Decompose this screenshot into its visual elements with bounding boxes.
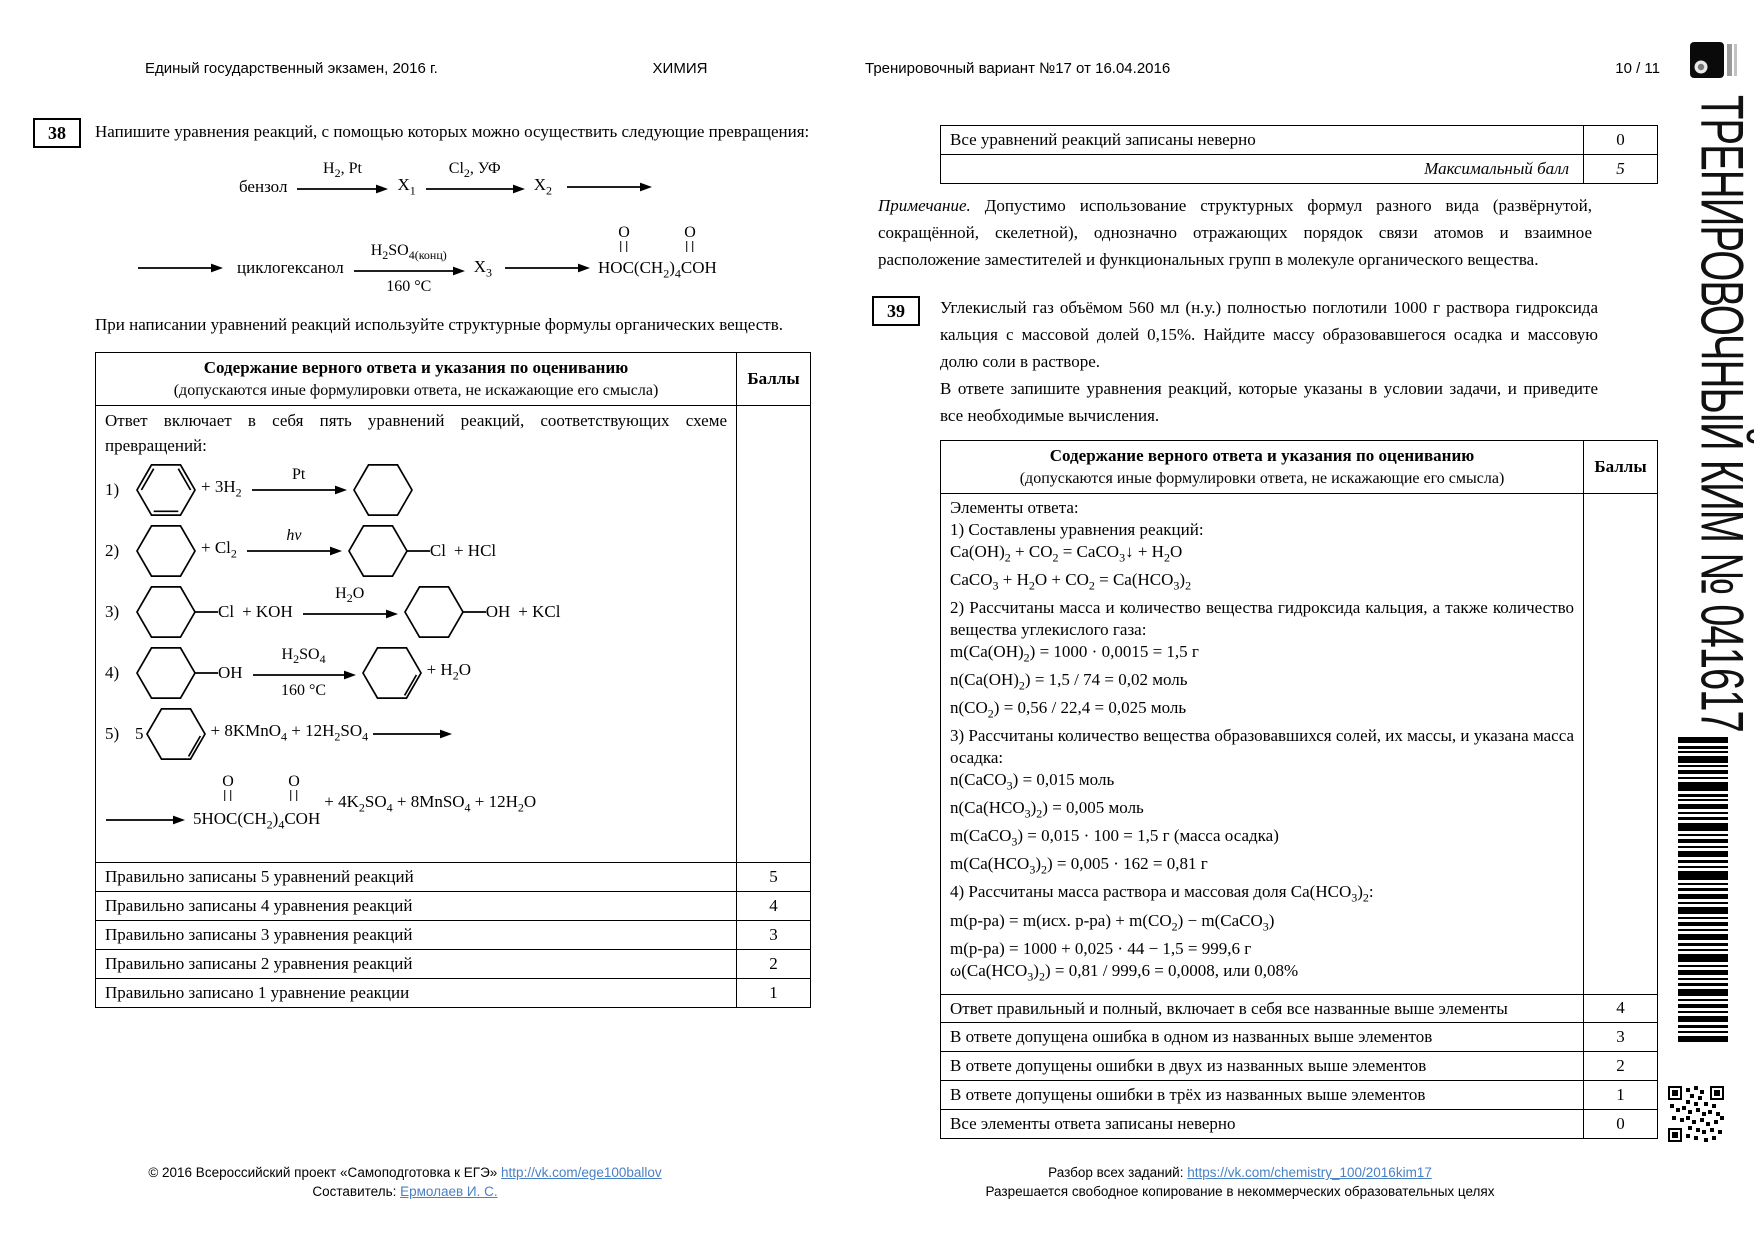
reaction-arrow <box>425 159 525 214</box>
question-38-text: Напишите уравнения реакций, с помощью которых можно осуществить следующие превращения: <box>95 122 810 141</box>
score-cell: 3 <box>1583 1023 1657 1051</box>
reagent: + $Cl_2$ <box>201 537 237 561</box>
criteria-table-38 <box>95 352 811 1008</box>
coefficient: 5 <box>135 723 144 743</box>
answer-line: $n(Ca(OH)_2) = 1,5 / 74 = 0,02$ моль <box>950 669 1188 693</box>
answer-line: $Ca(OH)_2 + CO_2$ = CaCO$_3$↓ + $H_2O$ <box>950 541 1183 564</box>
barcode <box>1678 737 1728 1042</box>
publisher-logo-icon <box>1690 42 1742 82</box>
answer-line: $n(Ca(HCO_3)_2) = 0,005$ моль <box>950 797 1144 821</box>
answer-body-38 <box>96 405 810 862</box>
carbonyl-oxygen: O <box>288 772 300 790</box>
reaction-arrow <box>252 645 356 700</box>
criteria-label: Ответ правильный и полный, включает в себя все названные выше элементы <box>950 998 1508 1018</box>
reaction-2 <box>105 522 727 580</box>
arrow-icon <box>296 183 388 195</box>
score-column-header: Баллы <box>736 353 810 405</box>
question-39-text: Углекислый газ объёмом 560 мл (н.у.) полностью поглотили 1000 г раствора гидроксида кальция с массовой долей 0,15%. Найдите массу образовавшегося осадка и массовую долю соли в растворе. <box>940 298 1598 371</box>
left-column <box>95 118 811 1008</box>
question-38-number: 38 <box>33 118 81 148</box>
scheme-x2: $X_2$ <box>533 174 553 198</box>
note-text: Допустимо использование структурных формул разного вида (развёрнутой, сокращённой, скелетной), однозначно отражающих порядок связи атомов и взаимное расположение заместителей и функциональных групп в молекуле органического вещества. <box>878 196 1592 269</box>
criteria-label: Правильно записаны 4 уравнения реакций <box>105 895 413 915</box>
solutions-label: Разбор всех заданий: <box>1048 1165 1188 1180</box>
double-bond-icon <box>687 241 694 252</box>
chlorocyclohexane-structure <box>135 583 220 641</box>
arrow-icon <box>566 181 652 193</box>
header-subject: ХИМИЯ <box>652 60 708 77</box>
answer-line: $m(Ca(OH)_2) = 1000 \cdot 0,0015 = 1,5$ г <box>950 641 1199 664</box>
scheme-benzene-label: бензол <box>239 176 288 196</box>
answer-body-39 <box>941 493 1657 994</box>
scheme-cyclohexanol-label: циклогексанол <box>237 258 344 278</box>
answer-line: CaCO$_3$ + $H_2O + CO_2 = Ca(HCO_3)_2$ <box>950 569 1192 593</box>
reaction-arrow <box>296 159 388 214</box>
criteria-label: Все уравнений реакций записаны неверно <box>950 130 1256 149</box>
reaction-arrow <box>302 584 398 639</box>
substituent-label: Cl <box>218 601 235 621</box>
question-39-number: 39 <box>872 296 920 326</box>
benzene-structure <box>135 461 197 519</box>
reaction-1 <box>105 461 727 519</box>
criteria-subtitle: (допускаются иные формулировки ответа, не искажающие его смысла) <box>1019 470 1505 487</box>
reaction-number: 4) <box>105 662 120 682</box>
cyclohexane-structure <box>352 461 414 519</box>
score-cell: 5 <box>736 863 810 891</box>
arrow-condition: hν <box>286 526 302 544</box>
score-cell: 1 <box>1583 1081 1657 1109</box>
author-label: Составитель: <box>312 1184 401 1199</box>
answer-line: $\omega(Ca(HCO_3)_2) = 0,81 / 999,6 = 0,0008$, или 0,08% <box>950 960 1299 984</box>
reaction-4 <box>105 644 727 702</box>
page-number: 10 / 11 <box>1615 60 1660 77</box>
cyclohexanol-structure <box>403 583 488 641</box>
byproduct: + $H_2O$ <box>426 659 471 683</box>
qr-code <box>1668 1086 1724 1142</box>
answer-line: m(CaCO$_3$) = 0,015 · 100 = 1,5 г (масса осадка) <box>950 826 1279 849</box>
arrow-condition-below: 160 °C <box>281 682 327 700</box>
reaction-number: 3) <box>105 601 120 621</box>
criteria-title: Содержание верного ответа и указания по оцениванию <box>1049 446 1475 465</box>
answer-line: $n(CO_2) = 0,56 / 22,4 = 0,025$ моль <box>950 697 1187 721</box>
criteria-label: Все элементы ответа записаны неверно <box>950 1113 1236 1133</box>
score-cell: 2 <box>1583 1052 1657 1080</box>
diacid-formula: $HOC(CH_2)_4COH$ <box>598 258 717 281</box>
score-cell: 5 <box>1583 155 1657 183</box>
criteria-row <box>96 949 810 978</box>
reagent: + $3H_2$ <box>201 476 242 500</box>
answer-line: 3) Рассчитаны количество вещества образовавшихся солей, их массы, и указана масса осадка: <box>950 726 1574 767</box>
cyclohexanol-structure <box>135 644 220 702</box>
arrow-condition: $H_2SO_{4(конц)}$ <box>370 241 447 262</box>
answer-line: $m(Ca(HCO_3)_2) = 0,005 \cdot 162 = 0,81$ г <box>950 854 1208 877</box>
arrow-icon <box>504 262 590 274</box>
criteria-row <box>941 994 1657 1022</box>
copyright-text: © 2016 Всероссийский проект «Самоподготовка к ЕГЭ» <box>148 1165 502 1180</box>
double-bond-icon <box>291 790 298 801</box>
criteria-title: Содержание верного ответа и указания по оцениванию <box>203 357 629 377</box>
reaction-arrow <box>246 526 342 576</box>
reagents: + 8KMnO$_4$ + $12H_2SO_4$ <box>210 720 369 744</box>
kim-vertical-label: ТРЕНИРОВОЧНЫЙ КИМ № 041617 <box>1688 95 1754 732</box>
arrow-condition: $H_2O$ <box>335 584 365 606</box>
criteria-label: Правильно записаны 3 уравнения реакций <box>105 924 413 944</box>
reaction-number: 1) <box>105 479 120 499</box>
reaction-3 <box>105 583 727 641</box>
project-link[interactable]: http://vk.com/ege100ballov <box>501 1165 662 1180</box>
arrow-condition-below: 160 °C <box>386 277 432 295</box>
double-bond-icon <box>621 241 628 252</box>
score-cell: 4 <box>736 892 810 920</box>
answer-line: n(CaCO$_3$) = 0,015 моль <box>950 769 1115 793</box>
answer-line: 4) Рассчитаны масса раствора и массовая доля $Ca(HCO_3)_2$: <box>950 882 1374 905</box>
substituent-label: Cl <box>429 540 446 560</box>
answer-line: Элементы ответа: <box>950 498 1079 517</box>
carbonyl-oxygen: O <box>684 224 696 242</box>
note-label: Примечание. <box>878 196 971 215</box>
score-cell: 2 <box>736 950 810 978</box>
question-39-instruction: В ответе запишите уравнения реакций, которые указаны в условии задачи, и приведите все необходимые вычисления. <box>940 379 1598 425</box>
answer-line: m(р-ра) = 1000 + 0,025 · 44 − 1,5 = 999,6 г <box>950 938 1252 958</box>
criteria-table-39 <box>940 440 1658 1139</box>
answer-line: 2) Рассчитаны масса и количество вещества гидроксида кальция, а также количество вещества углекислого газа: <box>950 597 1574 639</box>
question-38-note: При написании уравнений реакций используйте структурные формулы органических веществ. <box>95 314 783 334</box>
scheme-line-1 <box>235 159 811 214</box>
arrow-condition: $H_2SO_4$ <box>281 645 326 667</box>
products-tail: + $4K_2SO_4$ + 8MnSO$_4$ + $12H_2O$ <box>324 792 537 815</box>
criteria-row <box>941 126 1657 154</box>
adipic-acid-structure <box>598 225 717 281</box>
carbonyl-oxygen: O <box>618 224 630 242</box>
double-bond-icon <box>225 790 232 801</box>
score-cell: 1 <box>736 979 810 1007</box>
substituent-label: OH <box>485 601 511 621</box>
criteria-label: Правильно записаны 5 уравнений реакций <box>105 866 414 886</box>
answer-line: m(р-ра) = m(исх. $р-ра) + m(CO_2)$ − m(CaCO$_3$) <box>950 910 1275 934</box>
criteria-row-max-score <box>941 154 1657 183</box>
criteria-header <box>96 353 810 405</box>
criteria-row <box>96 891 810 920</box>
criteria-row <box>941 1022 1657 1051</box>
reaction-5 <box>105 705 727 763</box>
reagent: + KOH <box>242 601 293 621</box>
max-score-label: Максимальный балл <box>1424 159 1569 178</box>
criteria-row <box>96 978 810 1007</box>
score-cell <box>736 406 810 862</box>
answer-intro: Ответ включает в себя пять уравнений реакций, соответствующих схеме превращений: <box>105 410 727 455</box>
scheme-line-2 <box>137 224 811 296</box>
arrow-icon <box>137 262 223 274</box>
arrow-condition: $Cl_2$, УФ <box>448 160 501 181</box>
criteria-label: В ответе допущены ошибки в трёх из названных выше элементов <box>950 1084 1426 1104</box>
arrow-icon <box>425 183 525 195</box>
reaction-5-products <box>105 772 727 851</box>
byproduct: + HCl <box>453 540 497 560</box>
footer-left <box>95 1163 715 1201</box>
chlorocyclohexane-structure <box>347 522 432 580</box>
substituent-label: OH <box>218 662 243 682</box>
criteria-label: В ответе допущена ошибка в одном из названных выше элементов <box>950 1026 1433 1046</box>
cyclohexene-structure <box>361 644 423 702</box>
criteria-row <box>941 1080 1657 1109</box>
criteria-table-38-continued <box>940 125 1658 184</box>
score-cell: 3 <box>736 921 810 949</box>
score-cell: 0 <box>1583 126 1657 154</box>
reaction-number: 2) <box>105 540 120 560</box>
byproduct: + KCl <box>518 601 561 621</box>
criteria-label: Правильно записаны 2 уравнения реакций <box>105 953 413 973</box>
criteria-row <box>96 862 810 891</box>
criteria-header <box>941 441 1657 493</box>
cyclohexane-structure <box>135 522 197 580</box>
header-exam-title: Единый государственный экзамен, 2016 г. <box>145 60 438 77</box>
footer-right <box>930 1163 1550 1201</box>
reaction-arrow <box>353 241 465 296</box>
criteria-label: Правильно записано 1 уравнение реакции <box>105 982 410 1002</box>
question-39-text-block <box>940 294 1598 429</box>
header-variant: Тренировочный вариант №17 от 16.04.2016 <box>865 60 1171 77</box>
adipic-acid-structure <box>193 774 320 836</box>
carbonyl-oxygen: O <box>222 772 234 790</box>
reaction-arrow <box>251 465 347 515</box>
criteria-row <box>96 920 810 949</box>
answer-line: 1) Составлены уравнения реакций: <box>950 519 1204 539</box>
score-cell: 0 <box>1583 1110 1657 1138</box>
license-text: Разрешается свободное копирование в некоммерческих образовательных целях <box>985 1184 1495 1199</box>
note-paragraph <box>878 192 1592 273</box>
cyclohexene-structure <box>145 705 207 763</box>
scheme-x3: $X_3$ <box>473 256 493 280</box>
criteria-row <box>941 1051 1657 1080</box>
author-link[interactable]: Ермолаев И. С. <box>400 1184 498 1199</box>
criteria-row <box>941 1109 1657 1138</box>
criteria-label: В ответе допущены ошибки в двух из названных выше элементов <box>950 1055 1427 1075</box>
arrow-condition: $H_2$, Pt <box>323 160 362 181</box>
solutions-link[interactable]: https://vk.com/chemistry_100/2016kim17 <box>1187 1165 1432 1180</box>
score-cell: 4 <box>1583 995 1657 1022</box>
score-cell <box>1583 494 1657 994</box>
arrow-icon <box>353 265 465 277</box>
scheme-x1: $X_1$ <box>397 174 416 198</box>
score-column-header: Баллы <box>1583 441 1657 493</box>
reaction-number: 5) <box>105 723 120 743</box>
diacid-formula: $5HOC(CH_2)_4COH$ <box>193 808 321 831</box>
arrow-condition: Pt <box>291 465 306 483</box>
criteria-subtitle: (допускаются иные формулировки ответа, не искажающие его смысла) <box>173 381 659 399</box>
